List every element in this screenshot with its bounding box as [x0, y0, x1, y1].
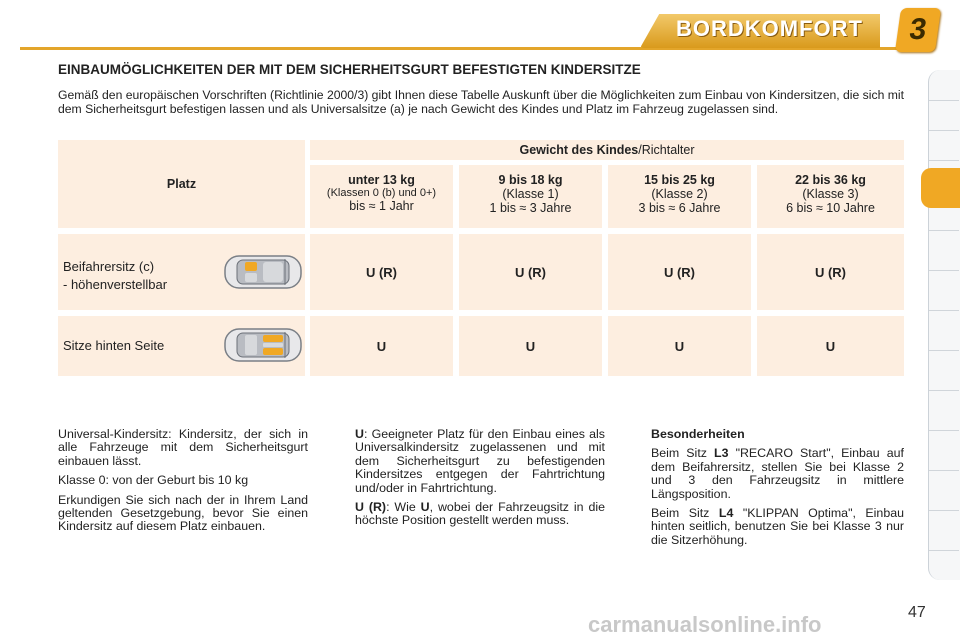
row-label-line1: Sitze hinten Seite [63, 338, 165, 353]
table-cell: U [757, 316, 904, 376]
notes-column-1 [58, 428, 308, 540]
column-header [757, 165, 904, 228]
column-weight: 22 bis 36 kg [795, 173, 866, 187]
weight-header-rest: /Richtalter [638, 143, 695, 157]
column-class: (Klasse 1) [502, 187, 559, 201]
tab-divider [929, 550, 959, 551]
watermark: carmanualsonline.info [588, 612, 822, 637]
note-l3-b: "RECARO Start", Einbau auf dem Beifahrersitz, stellen Sie bei Klasse 2 und 3 den Fahrzeugsitz in mittlere Längsposition. [651, 446, 904, 501]
note-l4-b: "KLIPPAN Optima", Einbau hinten seitlich, benutzen Sie bei Klasse 3 nur die Sitzerhöhung. [651, 506, 904, 547]
column-weight: 15 bis 25 kg [644, 173, 715, 187]
table-cell: U (R) [459, 234, 602, 310]
note-ur-text-b: , wobei der Fahrzeugsitz in die höchste Position gestellt werden muss. [355, 500, 605, 528]
chapter-title: BORDKOMFORT [676, 16, 863, 41]
weight-header [310, 140, 904, 160]
note-u-text: : Geeigneter Platz für den Einbau eines als Universalkindersitz zugelassenen und mit dem Sicherheitsgurt zu befestigenden Kindersitzes entgegen der Fahrtrichtung und/oder in Fahrtrichtung. [355, 427, 605, 495]
table-cell: U (R) [757, 234, 904, 310]
column-class: (Klasse 3) [802, 187, 859, 201]
note-l4-a: Beim Sitz [651, 506, 719, 521]
table-cell: U (R) [608, 234, 751, 310]
column-weight: unter 13 kg [348, 173, 415, 187]
code-l4: L4 [718, 506, 734, 521]
tab-divider [929, 470, 959, 471]
column-class: (Klassen 0 (b) und 0+) [326, 187, 437, 199]
page-number: 47 [908, 604, 926, 621]
child-seat-table [58, 140, 904, 376]
note-l4 [651, 507, 904, 547]
car-front-seat-icon [223, 253, 303, 291]
note-ur [355, 501, 605, 528]
tab-divider [929, 100, 959, 101]
note-l3 [651, 447, 904, 501]
column-age: bis ≈ 1 Jahr [349, 199, 414, 213]
column-age: 6 bis ≈ 10 Jahre [786, 201, 875, 215]
notes-title [651, 428, 904, 441]
table-cell: U [310, 316, 453, 376]
section-title: EINBAUMÖGLICHKEITEN DER MIT DEM SICHERHEITSGURT BEFESTIGTEN KINDERSITZE [58, 62, 641, 77]
term-u: U [355, 427, 364, 441]
term-u-inline: U [420, 500, 430, 515]
tab-divider [929, 510, 959, 511]
page-header [0, 0, 960, 60]
tab-divider [929, 310, 959, 311]
tab-divider [929, 390, 959, 391]
column-header [310, 165, 453, 228]
code-l3: L3 [714, 446, 729, 461]
tab-divider [929, 270, 959, 271]
note-ur-text-a: : Wie [386, 500, 421, 515]
column-class: (Klasse 2) [651, 187, 708, 201]
column-header [459, 165, 602, 228]
table-cell: U [608, 316, 751, 376]
note-universal-seat: Universal-Kindersitz: Kindersitz, der sich in alle Fahrzeuge mit dem Sicherheitsgurt einbauen lässt. [58, 427, 308, 468]
tab-chapter-3[interactable] [921, 168, 960, 208]
row-label-line1: Beifahrersitz (c) [63, 259, 155, 274]
tab-divider [929, 130, 959, 131]
intro-paragraph: Gemäß den europäischen Vorschriften (Richtlinie 2000/3) gibt Ihnen diese Tabelle Auskunft über die Möglichkeiten zum Einbau von Kindersitzen, die sich mit dem Sicherheitsgurt befestigen lassen und als Universalsitze (a) je nach Gewicht des Kindes und Platz im Fahrzeug zugelassen sind. [58, 88, 904, 116]
column-header [608, 165, 751, 228]
note-u [355, 428, 605, 495]
note-l3-a: Beim Sitz [651, 446, 715, 461]
tab-divider [929, 160, 959, 161]
note-legislation: Erkundigen Sie sich nach der in Ihrem Land geltenden Gesetzgebung, bevor Sie einen Kindersitz auf diesem Platz einbauen. [58, 492, 308, 534]
row-label-rear-side [58, 316, 305, 376]
special-notes-title: Besonderheiten [651, 427, 745, 441]
column-age: 1 bis ≈ 3 Jahre [489, 201, 572, 215]
tab-divider [929, 350, 959, 351]
table-cell: U (R) [310, 234, 453, 310]
notes-column-2 [355, 428, 605, 534]
term-ur: U (R) [355, 500, 387, 515]
platz-header: Platz [58, 140, 305, 228]
note-class-0: Klasse 0: von der Geburt bis 10 kg [58, 473, 249, 488]
chapter-tabs [928, 70, 960, 580]
column-age: 3 bis ≈ 6 Jahre [638, 201, 721, 215]
column-weight: 9 bis 18 kg [498, 173, 563, 187]
table-cell: U [459, 316, 602, 376]
weight-header-bold: Gewicht des Kindes [519, 143, 639, 157]
row-label-front-passenger [58, 234, 305, 310]
car-rear-seat-icon [223, 326, 303, 364]
tab-divider [929, 230, 959, 231]
notes-column-3 [651, 428, 904, 553]
chapter-number-badge: 3 [895, 8, 941, 52]
row-label-line2: - höhenverstellbar [63, 277, 168, 292]
tab-divider [929, 430, 959, 431]
